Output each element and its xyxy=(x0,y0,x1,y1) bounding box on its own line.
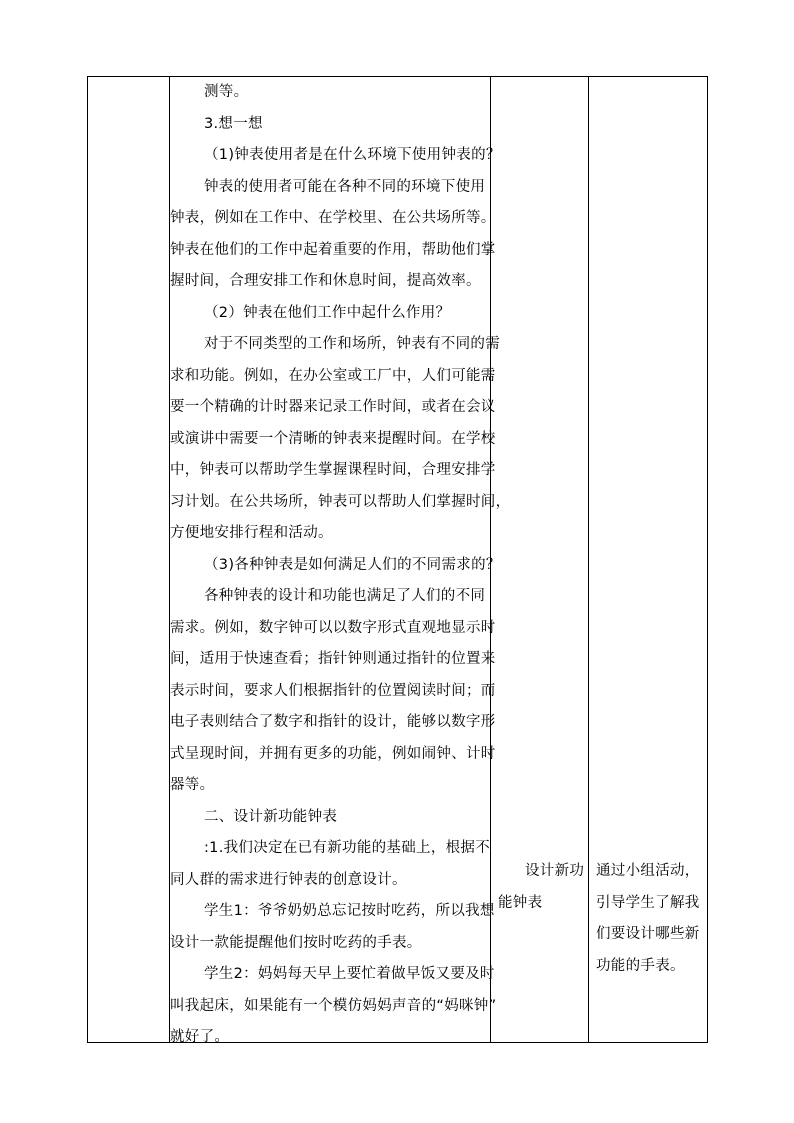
body-text-line: 设计一款能提醒他们按时吃药的手表。 xyxy=(170,934,422,951)
body-text-line: 就好了。 xyxy=(170,1029,230,1045)
body-text-line: （3)各种钟表是如何满足人们的不同需求的？ xyxy=(204,556,501,573)
body-text-line: 同人群的需求进行钟表的创意设计。 xyxy=(170,871,407,888)
body-text-line: 器等。 xyxy=(170,777,215,793)
body-text-line: 3.想一想 xyxy=(204,115,263,132)
body-text-line: 求和功能。例如，在办公室或工厂中，人们可能需 xyxy=(170,367,496,384)
body-text-line: 握时间，合理安排工作和休息时间，提高效率。 xyxy=(170,273,481,289)
intent-text-line: 们要设计哪些新 xyxy=(596,926,700,942)
body-text-line: 表示时间，要求人们根据指针的位置阅读时间；而 xyxy=(170,682,496,699)
body-text-line: 要一个精确的计时器来记录工作时间，或者在会议 xyxy=(170,399,496,415)
body-text-line: 学生1：爷爷奶奶总忘记按时吃药，所以我想 xyxy=(204,903,495,919)
body-text-line: 叫我起床，如果能有一个模仿妈妈声音的“妈咪钟” xyxy=(170,997,497,1014)
body-text-line: 测等。 xyxy=(204,84,249,100)
body-text-line: 二、设计新功能钟表 xyxy=(204,808,338,825)
column-divider xyxy=(588,77,589,1042)
body-text-line: 习计划。在公共场所，钟表可以帮助人们掌握时间， xyxy=(170,493,511,510)
body-text-line: 需求。例如，数字钟可以以数字形式直观地显示时 xyxy=(170,619,496,636)
body-text-line: 中，钟表可以帮助学生掌握课程时间，合理安排学 xyxy=(170,462,496,478)
body-text-line: 电子表则结合了数字和指针的设计，能够以数字形 xyxy=(170,714,496,730)
activity-text-line: 设计新功 xyxy=(525,863,585,879)
body-text-line: 或演讲中需要一个清晰的钟表来提醒时间。在学校 xyxy=(170,430,496,447)
body-text-line: 间，适用于快速查看；指针钟则通过指针的位置来 xyxy=(170,651,496,667)
intent-text-line: 功能的手表。 xyxy=(596,957,685,974)
body-text-line: 学生2：妈妈每天早上要忙着做早饭又要及时 xyxy=(204,966,495,982)
body-text-line: 钟表，例如在工作中、在学校里、在公共场所等。 xyxy=(170,210,496,226)
body-text-line: （1)钟表使用者是在什么环境下使用钟表的？ xyxy=(204,147,501,163)
body-text-line: （2）钟表在他们工作中起什么作用？ xyxy=(204,304,451,321)
body-text-line: 钟表在他们的工作中起着重要的作用，帮助他们掌 xyxy=(170,241,496,258)
body-text-line: 式呈现时间，并拥有更多的功能，例如闹钟、计时 xyxy=(170,745,496,762)
body-text-line: 对于不同类型的工作和场所，钟表有不同的需 xyxy=(204,336,500,352)
body-text-line: 钟表的使用者可能在各种不同的环境下使用 xyxy=(204,178,486,195)
intent-text-line: 通过小组活动， xyxy=(596,863,700,879)
body-text-line: 方便地安排行程和活动。 xyxy=(170,525,333,541)
lesson-plan-table xyxy=(87,76,708,1043)
intent-text-line: 引导学生了解我 xyxy=(596,894,700,911)
body-text-line: 各种钟表的设计和功能也满足了人们的不同 xyxy=(204,588,486,604)
body-text-line: :1.我们决定在已有新功能的基础上，根据不 xyxy=(204,840,491,856)
activity-text-line: 能钟表 xyxy=(498,894,543,911)
